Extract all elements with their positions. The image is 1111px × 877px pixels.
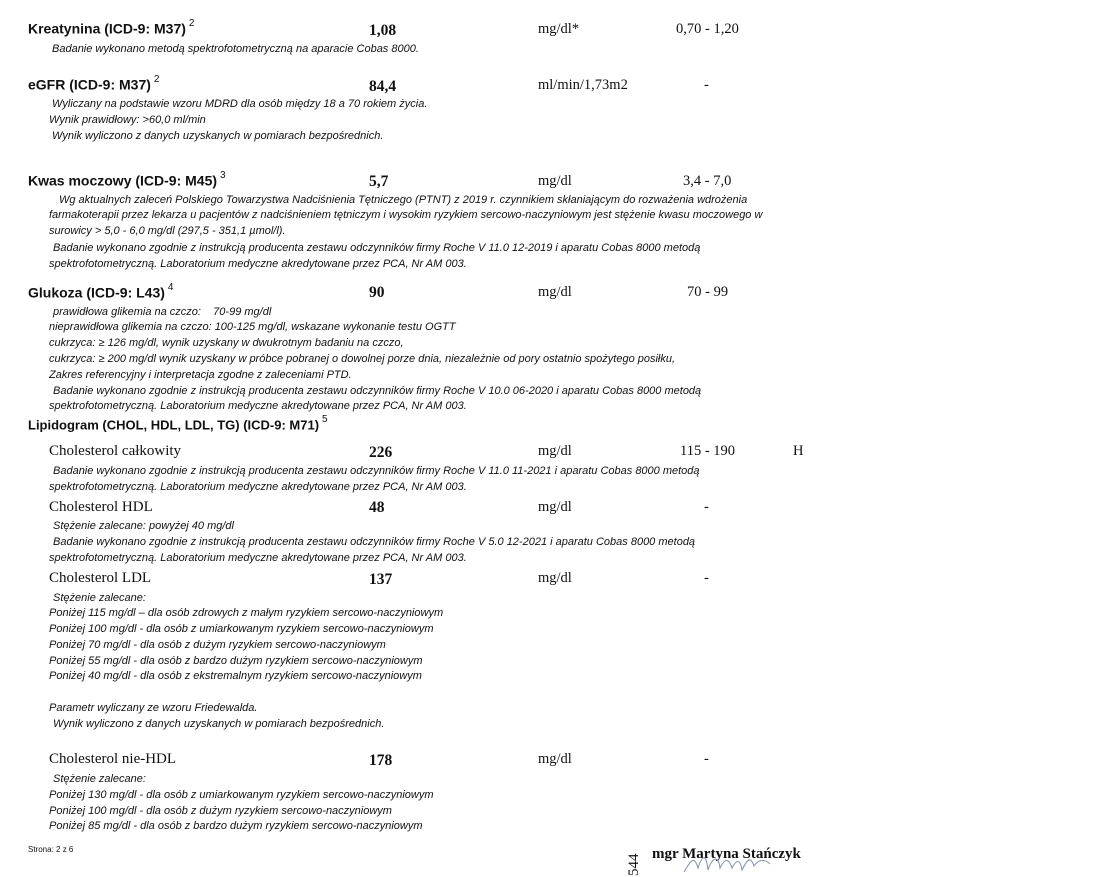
test-unit: mg/dl bbox=[538, 284, 572, 300]
test-note: Poniżej 100 mg/dl - dla osób z dużym ryzykiem sercowo-naczyniowym bbox=[49, 805, 392, 817]
test-value: 178 bbox=[369, 752, 393, 769]
test-note: Badanie wykonano zgodnie z instrukcją producenta zestawu odczynników firmy Roche V 11.0 12-2019 i aparatu Cobas 8000 metodą bbox=[53, 242, 701, 254]
test-reference-range: - bbox=[704, 570, 709, 586]
test-unit: mg/dl bbox=[538, 173, 572, 189]
test-note: cukrzyca: ≥ 200 mg/dl wynik uzyskany w próbce pobranej o dowolnej porze dnia, niezależnie od pory ostatnio spożytego posiłku, bbox=[49, 353, 676, 365]
test-note: Badanie wykonano zgodnie z instrukcją producenta zestawu odczynników firmy Roche V 11.0 11-2021 i aparatu Cobas 8000 metodą bbox=[53, 465, 700, 477]
test-reference-range: 0,70 - 1,20 bbox=[676, 21, 739, 37]
test-note: Parametr wyliczany ze wzoru Friedewalda. bbox=[49, 702, 258, 714]
test-note: Badanie wykonano zgodnie z instrukcją producenta zestawu odczynników firmy Roche V 5.0 12-2021 i aparatu Cobas 8000 metodą bbox=[53, 536, 696, 548]
test-note: Stężenie zalecane: powyżej 40 mg/dl bbox=[53, 520, 234, 532]
test-value: 48 bbox=[369, 499, 385, 516]
signatory-name: mgr Martyna Stańczyk bbox=[652, 846, 801, 862]
test-note: Poniżej 130 mg/dl - dla osób z umiarkowanym ryzykiem sercowo-naczyniowym bbox=[49, 789, 434, 801]
test-note: Stężenie zalecane: bbox=[53, 773, 146, 785]
test-note: Badanie wykonano metodą spektrofotometryczną na aparacie Cobas 8000. bbox=[52, 43, 419, 55]
test-title-kreatynina: Kreatynina (ICD-9: M37) $^2$ bbox=[28, 18, 195, 37]
sub-test-name: Cholesterol LDL bbox=[49, 570, 152, 586]
test-note: Poniżej 70 mg/dl - dla osób z dużym ryzykiem sercowo-naczyniowym bbox=[49, 639, 386, 651]
test-note: farmakoterapii przez lekarza u pacjentów z nadciśnieniem tętniczym i wysokim ryzykiem sercowo-naczyniowym jest stężenie kwasu moczowego w bbox=[49, 209, 763, 221]
test-reference-range: - bbox=[704, 751, 709, 767]
test-unit: mg/dl bbox=[538, 751, 572, 767]
test-unit: ml/min/1,73m2 bbox=[538, 77, 628, 93]
test-note: Wynik wyliczono z danych uzyskanych w pomiarach bezpośrednich. bbox=[52, 130, 384, 142]
test-title-lipidogram: Lipidogram (CHOL, HDL, LDL, TG) (ICD-9: M71) $^5$ bbox=[28, 414, 328, 433]
test-note: spektrofotometryczną. Laboratorium medyczne akredytowane przez PCA, Nr AM 003. bbox=[49, 400, 467, 412]
test-value: 1,08 bbox=[369, 22, 397, 39]
handwritten-signature bbox=[680, 848, 780, 876]
test-value: 90 bbox=[369, 284, 385, 301]
test-unit: mg/dl bbox=[538, 499, 572, 515]
abnormal-flag: H bbox=[793, 443, 804, 459]
sub-test-name: Cholesterol HDL bbox=[49, 499, 153, 515]
test-note: spektrofotometryczną. Laboratorium medyczne akredytowane przez PCA, Nr AM 003. bbox=[49, 481, 467, 493]
sub-test-name: Cholesterol całkowity bbox=[49, 443, 182, 459]
test-unit: mg/dl bbox=[538, 443, 572, 459]
test-reference-range: - bbox=[704, 499, 709, 515]
test-note: Zakres referencyjny i interpretacja zgodne z zaleceniami PTD. bbox=[49, 369, 352, 381]
test-title-egfr: eGFR (ICD-9: M37) $^2$ bbox=[28, 74, 160, 93]
test-unit: mg/dl* bbox=[538, 21, 580, 37]
test-note: cukrzyca: ≥ 126 mg/dl, wynik uzyskany w dwukrotnym badaniu na czczo, bbox=[49, 337, 404, 349]
test-note: Badanie wykonano zgodnie z instrukcją producenta zestawu odczynników firmy Roche V 10.0 06-2020 i aparatu Cobas 8000 metodą bbox=[53, 385, 702, 397]
test-note: prawidłowa glikemia na czczo: 70-99 mg/dl bbox=[53, 306, 272, 318]
test-note: nieprawidłowa glikemia na czczo: 100-125 mg/dl, wskazane wykonanie testu OGTT bbox=[49, 321, 456, 333]
test-reference-range: 115 - 190 bbox=[680, 443, 736, 459]
test-note: Poniżej 55 mg/dl - dla osób z bardzo dużym ryzykiem sercowo-naczyniowym bbox=[49, 655, 423, 667]
test-value: 5,7 bbox=[369, 173, 389, 190]
test-note: Wg aktualnych zaleceń Polskiego Towarzystwa Nadciśnienia Tętniczego (PTNT) z 2019 r. czynnikiem skłaniającym do rozważenia wdrożenia bbox=[59, 194, 748, 206]
test-value: 84,4 bbox=[369, 78, 397, 95]
test-unit: mg/dl bbox=[538, 570, 572, 586]
test-reference-range: 70 - 99 bbox=[687, 284, 729, 300]
test-note: Wynik prawidłowy: >60,0 ml/min bbox=[49, 114, 206, 126]
page-number: Strona: 2 z 6 bbox=[28, 845, 74, 854]
test-note: spektrofotometryczną. Laboratorium medyczne akredytowane przez PCA, Nr AM 003. bbox=[49, 552, 467, 564]
test-reference-range: - bbox=[704, 77, 709, 93]
test-note: spektrofotometryczną. Laboratorium medyczne akredytowane przez PCA, Nr AM 003. bbox=[49, 258, 467, 270]
test-value: 137 bbox=[369, 571, 393, 588]
test-note: Poniżej 40 mg/dl - dla osób z ekstremalnym ryzykiem sercowo-naczyniowym bbox=[49, 670, 422, 682]
test-note: surowicy > 5,0 - 6,0 mg/dl (297,5 - 351,1 µmol/l). bbox=[49, 225, 286, 237]
test-note: Wyliczany na podstawie wzoru MDRD dla osób między 18 a 70 rokiem życia. bbox=[52, 98, 428, 110]
sub-test-name: Cholesterol nie-HDL bbox=[49, 751, 177, 767]
signature-stamp-number: 544 bbox=[626, 853, 642, 876]
test-note: Poniżej 85 mg/dl - dla osób z bardzo dużym ryzykiem sercowo-naczyniowym bbox=[49, 820, 423, 832]
test-title-glukoza: Glukoza (ICD-9: L43) $^4$ bbox=[28, 282, 174, 301]
test-note: Poniżej 100 mg/dl - dla osób z umiarkowanym ryzykiem sercowo-naczyniowym bbox=[49, 623, 434, 635]
test-title-kwas-moczowy: Kwas moczowy (ICD-9: M45) $^3$ bbox=[28, 170, 226, 189]
test-note: Stężenie zalecane: bbox=[53, 592, 146, 604]
test-note: Wynik wyliczono z danych uzyskanych w pomiarach bezpośrednich. bbox=[53, 718, 385, 730]
test-reference-range: 3,4 - 7,0 bbox=[683, 173, 732, 189]
test-value: 226 bbox=[369, 444, 393, 461]
test-note: Poniżej 115 mg/dl – dla osób zdrowych z małym ryzykiem sercowo-naczyniowym bbox=[49, 607, 444, 619]
